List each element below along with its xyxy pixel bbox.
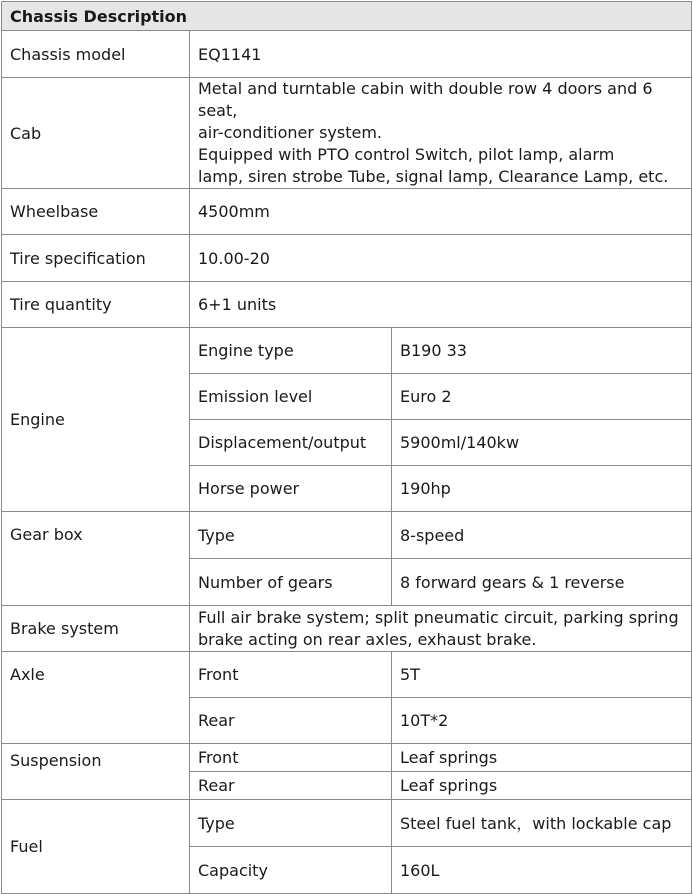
row-tire-spec bbox=[2, 235, 692, 282]
value-displacement: 5900ml/140kw bbox=[392, 420, 692, 466]
row-chassis-model bbox=[2, 31, 692, 78]
row-wheelbase bbox=[2, 189, 692, 235]
label-engine: Engine bbox=[2, 328, 190, 512]
key-axle-rear: Rear bbox=[190, 698, 392, 744]
key-gearbox-type: Type bbox=[190, 512, 392, 559]
row-gearbox-type bbox=[2, 512, 692, 559]
key-emission-level: Emission level bbox=[190, 374, 392, 420]
row-engine-type bbox=[2, 328, 692, 374]
key-fuel-capacity: Capacity bbox=[190, 847, 392, 894]
cab-line-3: Equipped with PTO control Switch, pilot lamp, alarm bbox=[198, 145, 615, 164]
cab-line-1: Metal and turntable cabin with double row 4 doors and 6 seat, bbox=[198, 79, 653, 120]
value-brake-system bbox=[190, 606, 692, 652]
row-fuel-type bbox=[2, 800, 692, 847]
key-suspension-front: Front bbox=[190, 744, 392, 772]
brake-line-2: brake acting on rear axles, exhaust brake. bbox=[198, 629, 537, 649]
key-engine-type: Engine type bbox=[190, 328, 392, 374]
value-tire-quantity: 6+1 units bbox=[190, 282, 692, 328]
value-fuel-type: Steel fuel tank，with lockable cap bbox=[392, 800, 692, 847]
key-displacement: Displacement/output bbox=[190, 420, 392, 466]
label-cab: Cab bbox=[2, 78, 190, 189]
value-suspension-rear: Leaf springs bbox=[392, 772, 692, 800]
value-gearbox-type: 8-speed bbox=[392, 512, 692, 559]
row-tire-quantity bbox=[2, 282, 692, 328]
value-suspension-front: Leaf springs bbox=[392, 744, 692, 772]
label-axle: Axle bbox=[2, 652, 190, 744]
value-horse-power: 190hp bbox=[392, 466, 692, 512]
value-wheelbase: 4500mm bbox=[190, 189, 692, 235]
row-brake-system bbox=[2, 606, 692, 652]
value-cab bbox=[190, 78, 692, 189]
label-fuel: Fuel bbox=[2, 800, 190, 894]
value-axle-front: 5T bbox=[392, 652, 692, 698]
label-wheelbase: Wheelbase bbox=[2, 189, 190, 235]
label-tire-spec: Tire specification bbox=[2, 235, 190, 282]
value-axle-rear: 10T*2 bbox=[392, 698, 692, 744]
cab-line-4: lamp, siren strobe Tube, signal lamp, Clearance Lamp, etc. bbox=[198, 167, 669, 186]
key-suspension-rear: Rear bbox=[190, 772, 392, 800]
table-header-row bbox=[2, 2, 692, 31]
key-number-of-gears: Number of gears bbox=[190, 559, 392, 606]
chassis-spec-table bbox=[1, 1, 692, 894]
row-suspension-front bbox=[2, 744, 692, 772]
label-brake-system: Brake system bbox=[2, 606, 190, 652]
row-axle-front bbox=[2, 652, 692, 698]
value-fuel-capacity: 160L bbox=[392, 847, 692, 894]
label-chassis-model: Chassis model bbox=[2, 31, 190, 78]
table-title: Chassis Description bbox=[2, 2, 692, 31]
cab-line-2: air-conditioner system. bbox=[198, 123, 382, 142]
row-cab bbox=[2, 78, 692, 189]
key-fuel-type: Type bbox=[190, 800, 392, 847]
value-chassis-model: EQ1141 bbox=[190, 31, 692, 78]
value-engine-type: B190 33 bbox=[392, 328, 692, 374]
value-number-of-gears: 8 forward gears & 1 reverse bbox=[392, 559, 692, 606]
key-axle-front: Front bbox=[190, 652, 392, 698]
value-emission-level: Euro 2 bbox=[392, 374, 692, 420]
key-horse-power: Horse power bbox=[190, 466, 392, 512]
label-gearbox: Gear box bbox=[2, 512, 190, 606]
brake-line-1: Full air brake system; split pneumatic circuit, parking spring bbox=[198, 607, 679, 627]
value-tire-spec: 10.00-20 bbox=[190, 235, 692, 282]
label-tire-quantity: Tire quantity bbox=[2, 282, 190, 328]
label-suspension: Suspension bbox=[2, 744, 190, 800]
